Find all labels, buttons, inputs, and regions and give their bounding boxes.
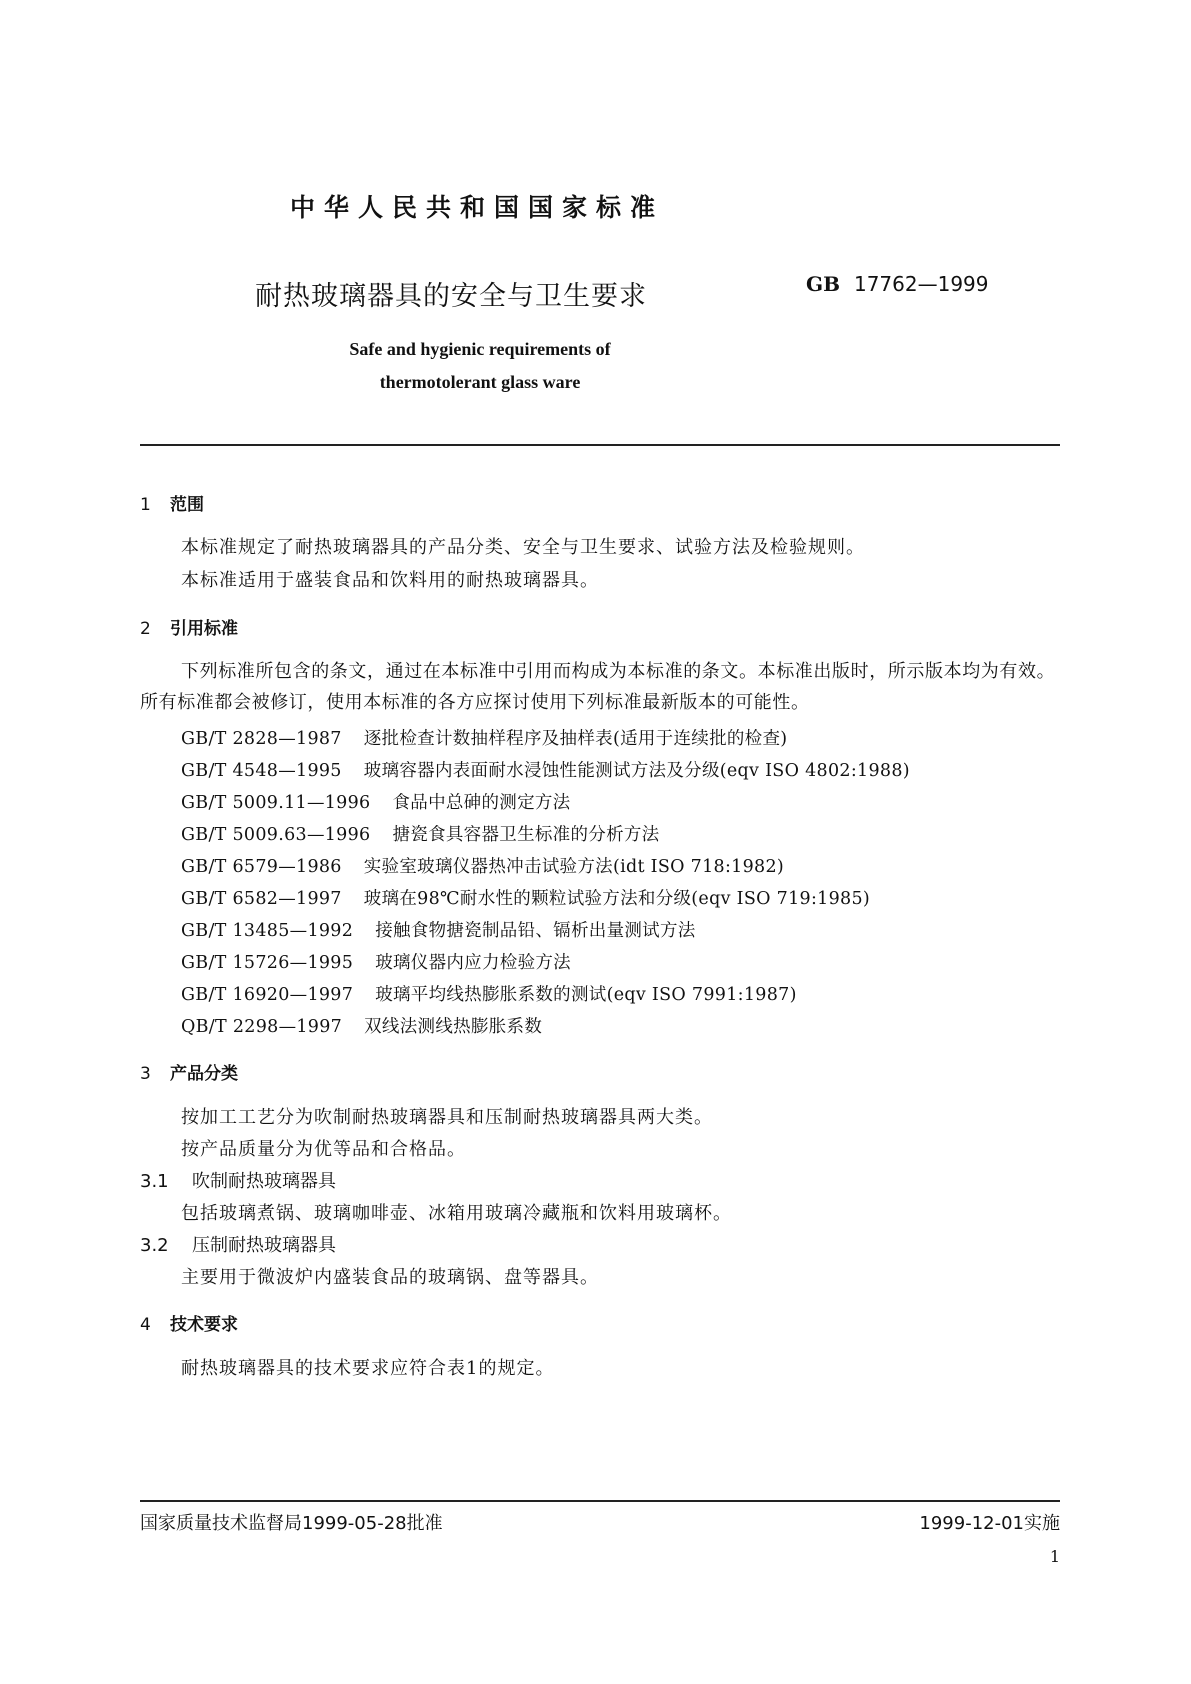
reference-item (181, 917, 696, 942)
title-en-line-1: Safe and hygienic requirements of (349, 339, 611, 359)
reference-item (181, 789, 570, 814)
reference-title: 玻璃平均线热膨胀系数的测试(eqv ISO 7991:1987) (375, 985, 797, 1005)
page-number: 1 (1049, 1547, 1060, 1566)
subsection-number: 3.1 (140, 1171, 169, 1192)
section-4-para-1: 耐热玻璃器具的技术要求应符合表1的规定。 (181, 1358, 555, 1379)
reference-title: 实验室玻璃仪器热冲击试验方法(idt ISO 718:1982) (363, 857, 785, 877)
section-1-heading (140, 490, 204, 515)
reference-item (181, 885, 870, 910)
section-title: 产品分类 (170, 1064, 238, 1084)
section-number: 1 (140, 495, 151, 515)
section-2-intro: 下列标准所包含的条文，通过在本标准中引用而构成为本标准的条文。本标准出版时，所示版本均为有效。所有标准都会被修订，使用本标准的各方应探讨使用下列标准最新版本的可能性。 (140, 661, 1056, 713)
section-4-heading (140, 1310, 238, 1335)
subsection-3-2-heading (140, 1231, 336, 1257)
reference-item (181, 981, 797, 1006)
document-title-en (260, 333, 700, 399)
section-1-para-1: 本标准规定了耐热玻璃器具的产品分类、安全与卫生要求、试验方法及检验规则。 (181, 537, 865, 558)
reference-title: 逐批检查计数抽样程序及抽样表(适用于连续批的检查) (363, 729, 788, 749)
reference-item (181, 853, 784, 878)
reference-item (181, 821, 659, 846)
document-title-cn: 耐热玻璃器具的安全与卫生要求 (255, 281, 647, 312)
reference-code: GB/T 6579—1986 (181, 857, 342, 877)
section-2-heading (140, 614, 238, 639)
reference-item (181, 949, 571, 974)
section-title: 技术要求 (170, 1315, 238, 1335)
standard-number (806, 272, 989, 296)
reference-title: 玻璃容器内表面耐水浸蚀性能测试方法及分级(eqv ISO 4802:1988) (363, 761, 910, 781)
standard-code: 17762—1999 (853, 272, 989, 296)
footer-divider (140, 1500, 1060, 1502)
national-standard-heading: 中华人民共和国国家标准 (290, 193, 665, 222)
approval-note: 国家质量技术监督局1999-05-28批准 (140, 1513, 443, 1534)
section-3-para-2: 按产品质量分为优等品和合格品。 (181, 1139, 466, 1160)
subsection-title: 压制耐热玻璃器具 (192, 1235, 336, 1256)
reference-code: GB/T 15726—1995 (181, 953, 354, 973)
reference-title: 玻璃仪器内应力检验方法 (375, 953, 571, 973)
reference-item (181, 1013, 542, 1038)
reference-code: GB/T 16920—1997 (181, 985, 354, 1005)
reference-code: GB/T 13485—1992 (181, 921, 354, 941)
reference-code: GB/T 5009.63—1996 (181, 825, 371, 845)
subsection-3-1-text: 包括玻璃煮锅、玻璃咖啡壶、冰箱用玻璃冷藏瓶和饮料用玻璃杯。 (181, 1203, 732, 1224)
reference-item (181, 757, 910, 782)
section-1-para-2: 本标准适用于盛装食品和饮料用的耐热玻璃器具。 (181, 570, 599, 591)
section-title: 引用标准 (170, 619, 238, 639)
subsection-3-1-heading (140, 1167, 336, 1193)
standard-prefix: GB (806, 272, 840, 296)
subsection-3-2-text: 主要用于微波炉内盛装食品的玻璃锅、盘等器具。 (181, 1267, 599, 1288)
reference-title: 搪瓷食具容器卫生标准的分析方法 (392, 825, 660, 845)
section-number: 4 (140, 1315, 151, 1335)
reference-item (181, 725, 787, 750)
reference-title: 玻璃在98℃耐水性的颗粒试验方法和分级(eqv ISO 719:1985) (363, 889, 871, 909)
section-number: 3 (140, 1064, 151, 1084)
reference-code: GB/T 5009.11—1996 (181, 793, 371, 813)
reference-code: GB/T 2828—1987 (181, 729, 342, 749)
section-3-para-1: 按加工工艺分为吹制耐热玻璃器具和压制耐热玻璃器具两大类。 (181, 1107, 713, 1128)
reference-code: QB/T 2298—1997 (181, 1017, 343, 1037)
subsection-title: 吹制耐热玻璃器具 (192, 1171, 336, 1192)
header-divider (140, 444, 1060, 446)
section-number: 2 (140, 619, 151, 639)
reference-code: GB/T 6582—1997 (181, 889, 342, 909)
reference-title: 双线法测线热膨胀系数 (364, 1017, 543, 1037)
title-en-line-2: thermotolerant glass ware (379, 372, 581, 392)
subsection-number: 3.2 (140, 1235, 169, 1256)
section-title: 范围 (170, 495, 204, 515)
reference-title: 接触食物搪瓷制品铅、镉析出量测试方法 (375, 921, 696, 941)
reference-title: 食品中总砷的测定方法 (392, 793, 571, 813)
section-3-heading (140, 1059, 238, 1084)
reference-code: GB/T 4548—1995 (181, 761, 342, 781)
effective-date: 1999-12-01实施 (919, 1513, 1060, 1534)
